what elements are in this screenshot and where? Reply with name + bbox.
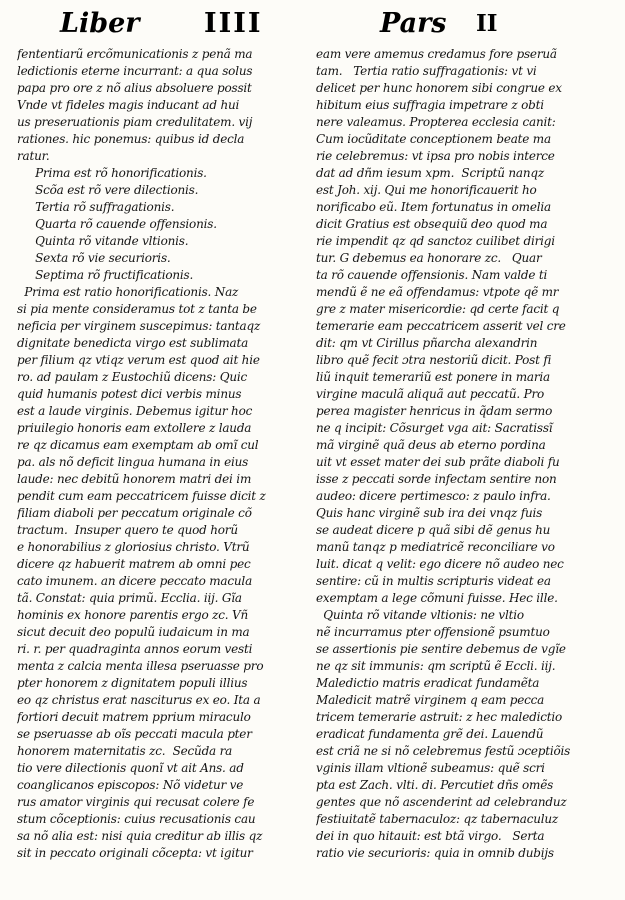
running-head-part-number: II [476, 10, 498, 37]
left-text-column [17, 46, 295, 898]
right-text-column [316, 46, 606, 898]
running-head-part: Pars [380, 8, 447, 39]
left-column-text: fententiarũ ercõmunicationis z penã ma ledictionis eterne incurrant: a qua solus papa pro ore z nõ alius absoluere possit Vnde vt fideles magis inducant ad hui us preseruationis piam credulitatem. vij rationes. hic ponemus: quibus id decla ratur. Prima est rõ honorificationis. Scõa est rõ vere dilectionis. Tertia rõ suffragationis. Quarta rõ cauende offensionis. Quinta rõ vitande vltionis. Sexta rõ vie securioris. Septima rõ fructificationis. Prima est ratio honorificationis. Naz si pia mente consideramus tot z tanta be neficia per virginem suscepimus: tantaqz dignitate benedicta virgo est sublimata per filium qz vtiqz verum est quod ait hie ro. ad paulam z Eustochiũ dicens: Quic quid humanis potest dici verbis minus est a laude virginis. Debemus igitur hoc priuilegio honoris eam extollere z lauda re qz dicamus eam exemptam ab omĩ cul pa. als nõ deficit lingua humana in eius laude: nec debitũ honorem matri dei im pendit cum eam peccatricem fuisse dicit z filiam diaboli per peccatum originale cõ tractum. Insuper quero te quod horũ e honorabilius z gloriosius christo. Vtrũ dicere qz habuerit matrem ab omni pec cato imunem. an dicere peccato macula tã. Constat: quia primũ. Ecclia. iij. Gĩa hominis ex honore parentis ergo zc. Vñ sicut decuit deo populũ iudaicum in ma ri. r. per quadraginta annos eorum vesti menta z calcia menta illesa pseruasse pro pter honorem z dignitatem populi illius eo qz christus erat nasciturus ex eo. Ita a fortiori decuit matrem pprium miraculo se pseruasse ab oĩs peccati macula pter honorem maternitatis zc. Secũda ra tio vere dilectionis quonĩ vt ait Ans. ad coanglicanos episcopos: Nõ videtur ve rus amator virginis qui recusat colere fe stum cõceptionis: cuius recusationis cau sa nõ alia est: nisi quia creditur ab illis qz sit in peccato originali cõcepta: vt igitur [17, 47, 266, 860]
running-head-book: Liber [60, 8, 140, 39]
running-head-book-number: IIII [204, 8, 263, 39]
right-column-text: eam vere amemus credamus fore pseruã tam. Tertia ratio suffragationis: vt vi delicet per hunc honorem sibi congrue ex hibitum eius suffragia impetrare z obti nere valeamus. Propterea ecclesia canit: Cum iocũditate conceptionem beate ma rie celebremus: vt ipsa pro nobis interce dat ad dñm iesum xpm. Scriptũ nanqz est Joh. xij. Qui me honorificauerit ho norificabo eũ. Item fortunatus in omelia dicit Gratius est obsequiũ deo quod ma rie impendit qz qd sanctoz cuilibet dirigi tur. G debemus ea honorare zc. Quar ta rõ cauende offensionis. Nam valde ti mendũ ẽ ne eã offendamus: vtpote qẽ mr gre z mater misericordie: qd certe facit q temerarie eam peccatricem asserit vel cre dit: qm vt Cirillus pñarcha alexandrin libro quẽ fecit ɔtra nestoriũ dicit. Post fi liũ inquit temerariũ est ponere in maria virgine maculã aliquã aut peccatũ. Pro perea magister henricus in q̃dam sermo ne q incipit: Cõsurget vga ait: Sacratissĩ mã virginẽ quã deus ab eterno pordina uit vt esset mater dei sub prãte diaboli fu isse z peccati sorde infectam sentire non audeo: dicere pertimesco: z paulo infra. Quis hanc virginẽ sub ira dei vnqz fuis se audeat dicere p quã sibi dẽ genus hu manũ tanqz p mediatricẽ reconciliare vo luit. dicat q velit: ego dicere nõ audeo nec sentire: cũ in multis scripturis videat ea exemptam a lege cõmuni fuisse. Hec ille. Quinta rõ vitande vltionis: ne vltio nẽ incurramus pter offensionẽ psumtuo se assertionis pie sentire debemus de vgĩe ne qz sit immunis: qm scriptũ ẽ Eccli. iij. Maledictio matris eradicat fundamẽta Maledicit matrẽ virginem q eam pecca tricem temerarie astruit: z hec maledictio eradicat fundamenta grẽ dei. Lauendũ est criã ne si nõ celebremus festũ ɔceptiõis vginis illam vltionẽ subeamus: quẽ scri pta est Zach. vlti. di. Percutiet dñs omẽs gentes que nõ ascenderint ad celebranduz festiuitatẽ tabernaculoz: qz tabernaculuz dei in quo hitauit: est btã virgo. Serta ratio vie securioris: quia in omnib dubijs [316, 47, 571, 860]
running-head [0, 4, 625, 46]
